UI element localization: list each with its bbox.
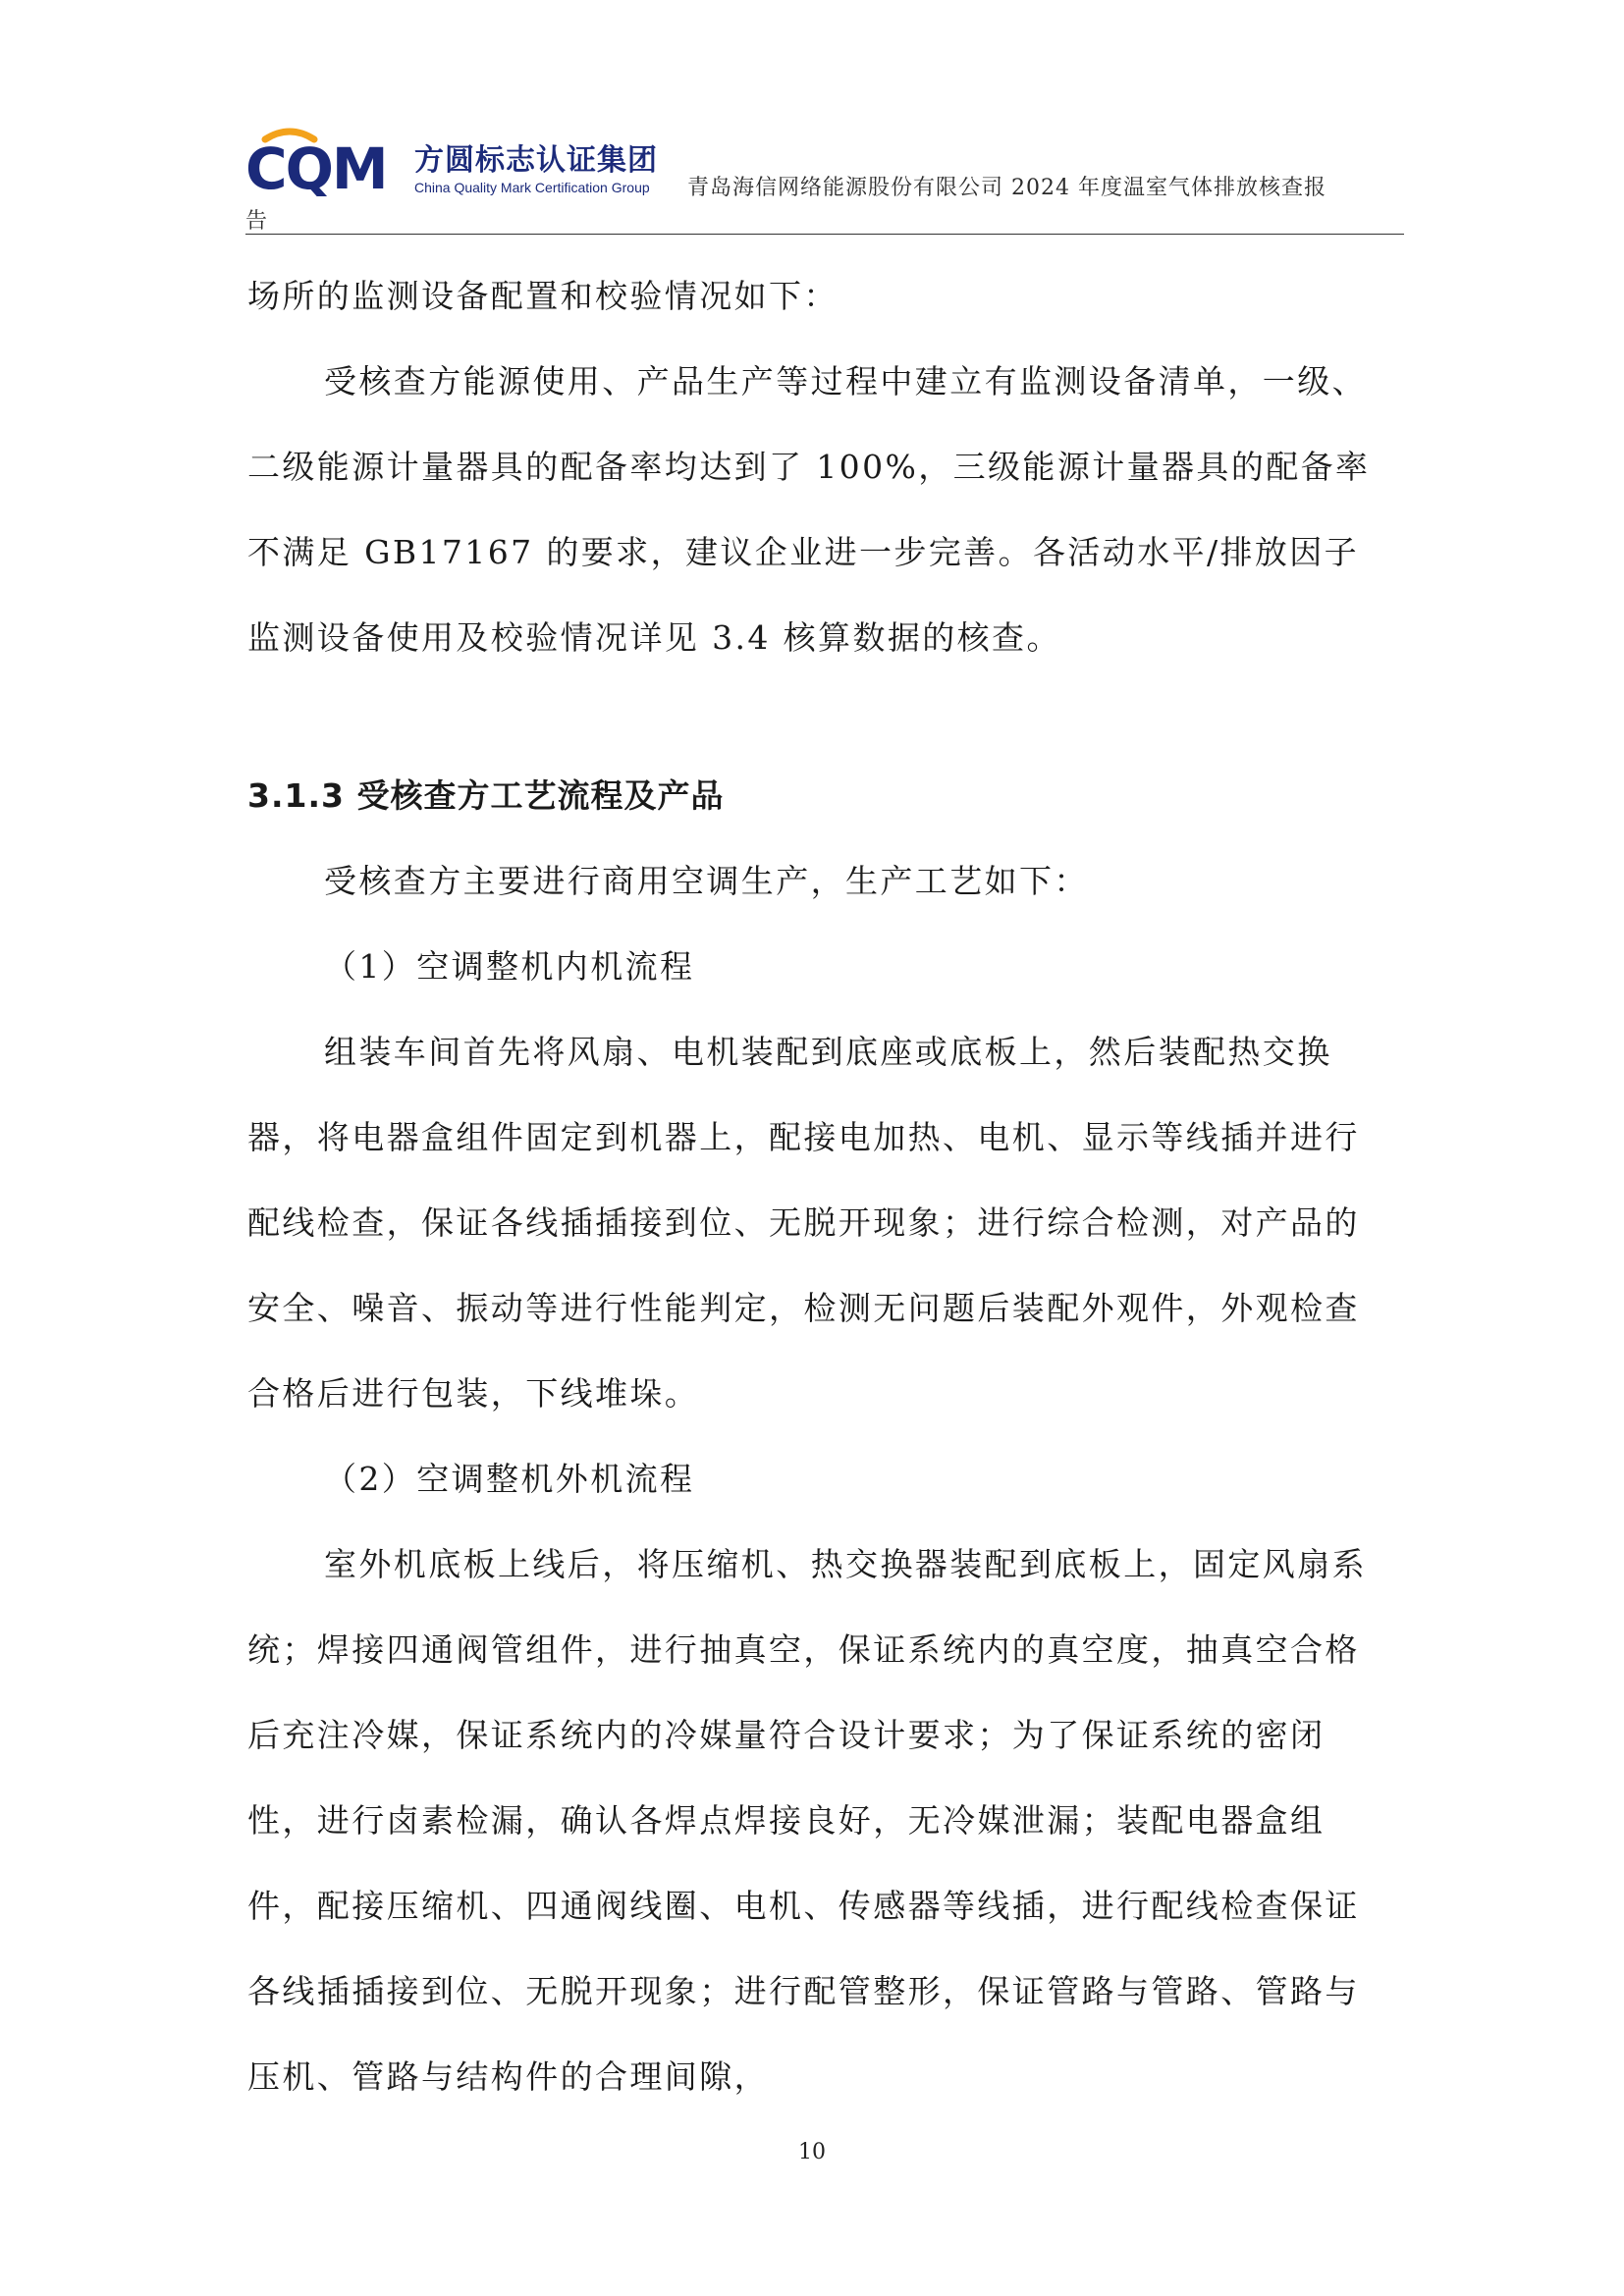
paragraph-outdoor-unit-process: 室外机底板上线后，将压缩机、热交换器装配到底板上，固定风扇系统；焊接四通阀管组件，进行抽真空，保证系统内的真空度，抽真空合格后充注冷媒，保证系统内的冷媒量符合设计要求；为了保证系统的密闭性，进行卤素检漏，确认各焊点焊接良好，无冷媒泄漏；装配电器盒组件，配接压缩机、四通阀线圈、电机、传感器等线插，进行配线检查保证各线插插接到位、无脱开现象；进行配管整形，保证管路与管路、管路与压机、管路与结构件的合理间隙， — [247, 1545, 1367, 2096]
subheading-outdoor-unit: （2）空调整机外机流程 — [324, 1460, 695, 1498]
report-title-wrap: 告 — [245, 209, 268, 234]
page-number: 10 — [798, 2140, 826, 2164]
paragraph-indoor-unit-process: 组装车间首先将风扇、电机装配到底座或底板上，然后装配热交换器，将电器盒组件固定到机器上，配接电加热、电机、显示等线插并进行配线检查，保证各线插插接到位、无脱开现象；进行综合检测，对产品的安全、噪音、振动等进行性能判定，检测无问题后装配外观件，外观检查合格后进行包装，下线堆垛。 — [247, 1033, 1360, 1413]
paragraph-process-intro: 受核查方主要进行商用空调生产，生产工艺如下： — [324, 862, 1089, 900]
page-header — [245, 118, 1404, 236]
section-gap — [247, 680, 1381, 753]
paragraph-monitoring-details: 受核查方能源使用、产品生产等过程中建立有监测设备清单，一级、二级能源计量器具的配备率均达到了 100%，三级能源计量器具的配备率不满足 GB17167 的要求，建议企业进一步完善。各活动水平/排放因子监测设备使用及校验情况详见 3.4 核算数据的核查。 — [247, 362, 1371, 657]
cqm-logo — [245, 118, 658, 196]
subheading-indoor-unit: （1）空调整机内机流程 — [324, 947, 695, 986]
company-name-en: China Quality Mark Certification Group — [414, 180, 650, 195]
company-name-cn: 方圆标志认证集团 — [414, 143, 658, 178]
paragraph-monitoring-intro: 场所的监测设备配置和校验情况如下： — [247, 277, 839, 315]
document-body — [247, 253, 1381, 2119]
header-divider — [245, 234, 1404, 235]
report-title: 青岛海信网络能源股份有限公司 2024 年度温室气体排放核查报 — [687, 176, 1326, 200]
svg-text:CQM: CQM — [245, 135, 387, 196]
section-heading-3-1-3: 3.1.3 受核查方工艺流程及产品 — [247, 776, 725, 815]
cqm-logo-icon — [245, 128, 403, 196]
